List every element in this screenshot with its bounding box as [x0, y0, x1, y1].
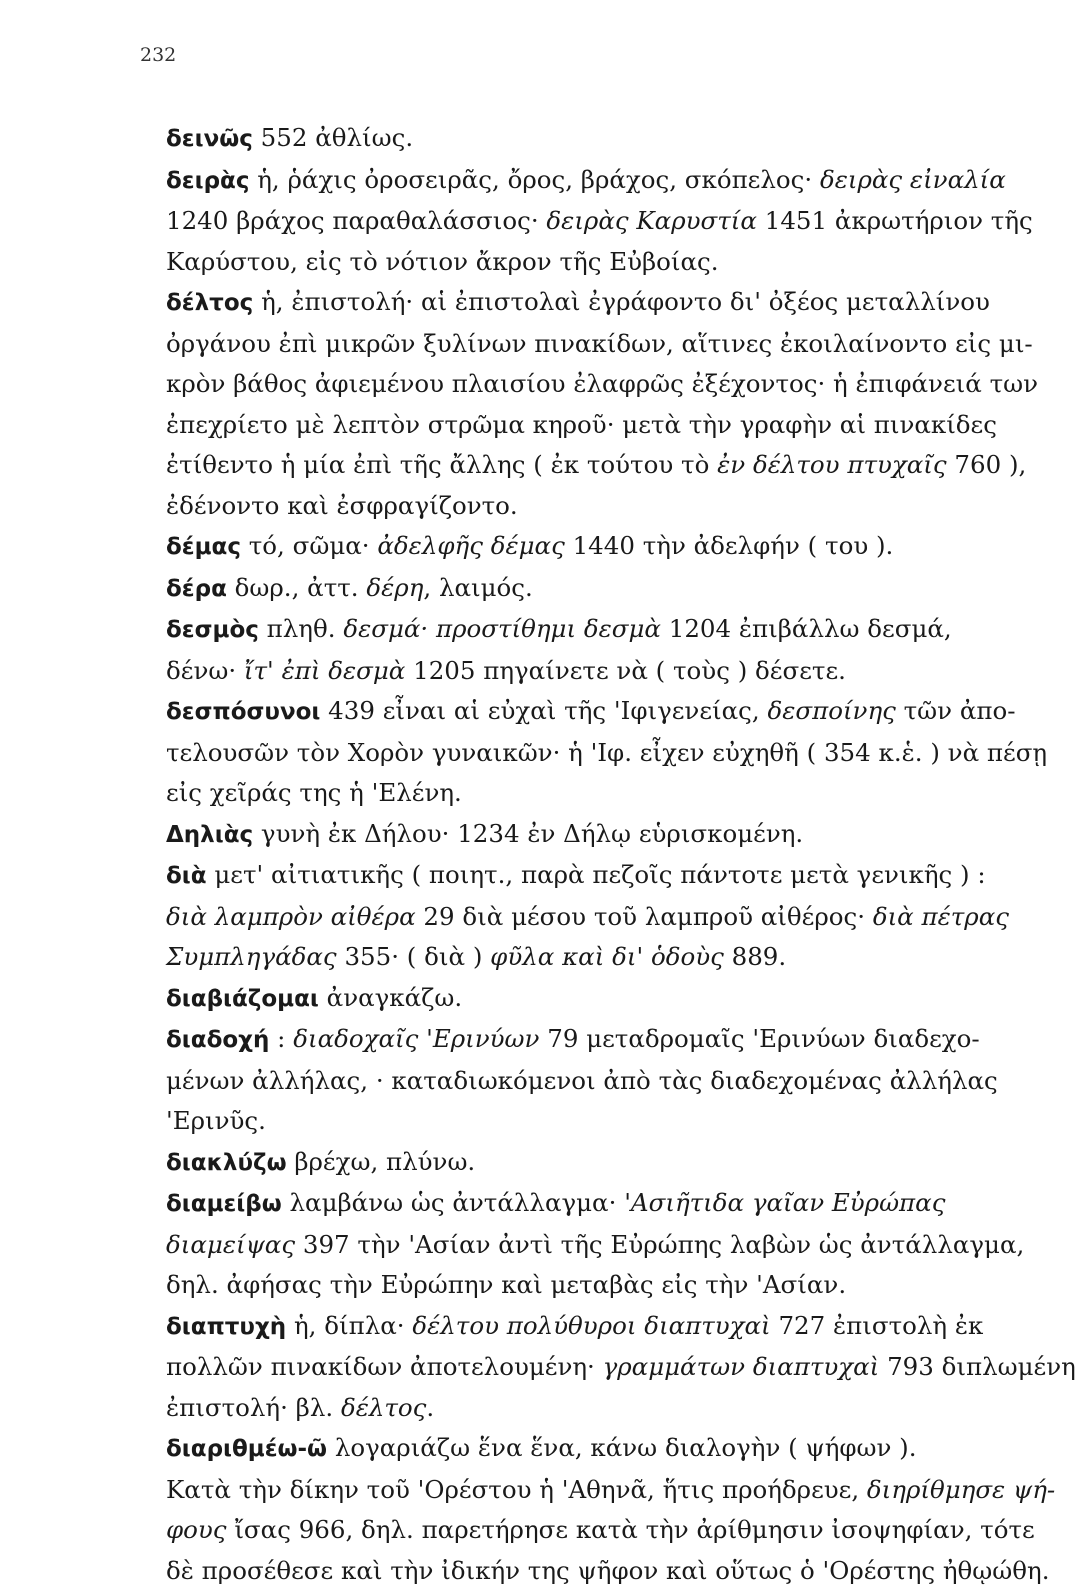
text-line: [166, 568, 988, 610]
text-segment: μένων ἀλλήλας, · καταδιωκόμενοι ἀπὸ τὰς διαδεχομένας ἀλλήλας: [166, 1066, 998, 1095]
text-line: [166, 526, 988, 568]
text-segment: 889.: [724, 942, 786, 971]
text-segment: τό, σῶμα·: [241, 531, 377, 560]
text-segment: 29 διὰ μέσου τοῦ λαμπροῦ αἰθέρος·: [416, 902, 873, 931]
text-line: [166, 1388, 988, 1429]
text-line: [166, 445, 988, 486]
text-line: [166, 814, 988, 856]
text-segment: ἡ, ἐπιστολή· αἱ ἐπιστολαὶ ἐγράφοντο δι' ὀξέος μεταλλίνου: [253, 287, 990, 316]
text-line: [166, 1019, 988, 1061]
quoted-phrase: δεσποίνης: [767, 696, 895, 725]
text-segment: ἴσας 966, δηλ. παρετήρησε κατὰ τὴν ἀρίθμησιν ἰσοψηφίαν, τότε: [227, 1515, 1035, 1544]
text-line: [166, 1183, 988, 1225]
text-segment: ἡ, ῥάχις ὀροσειρᾶς, ὄρος, βράχος, σκόπελος·: [249, 165, 820, 194]
quoted-phrase: ἴτ' ἐπὶ δεσμὰ: [244, 656, 405, 685]
headword: διὰ: [166, 863, 207, 889]
text-segment: 793 διπλωμένη: [879, 1352, 1076, 1381]
headword: διαριθμέω-ῶ: [166, 1436, 327, 1462]
text-line: [166, 324, 988, 365]
headword: δειρὰς: [166, 168, 249, 194]
text-segment: βρέχω, πλύνω.: [287, 1147, 476, 1176]
quoted-phrase: δειρὰς Καρυστία: [546, 206, 757, 235]
text-line: [166, 1225, 988, 1266]
quoted-phrase: διηρίθμησε ψή-: [867, 1475, 1055, 1504]
text-segment: μετ' αἰτιατικῆς ( ποιητ., παρὰ πεζοῖς πάντοτε μετὰ γενικῆς ) :: [207, 860, 986, 889]
text-segment: 439 εἶναι αἱ εὐχαὶ τῆς 'Ιφιγενείας,: [320, 696, 767, 725]
quoted-phrase: διαμείψας: [166, 1230, 295, 1259]
text-segment: :: [269, 1024, 293, 1053]
text-segment: πληθ.: [259, 614, 343, 643]
text-segment: τελουσῶν τὸν Χορὸν γυναικῶν· ἡ 'Ιφ. εἶχεν εὐχηθῆ ( 354 κ.ἑ. ) νὰ πέσῃ: [166, 738, 1047, 767]
text-line: [166, 282, 988, 324]
text-segment: ἐπεχρίετο μὲ λεπτὸν στρῶμα κηροῦ· μετὰ τὴν γραφὴν αἱ πινακίδες: [166, 410, 997, 439]
text-line: [166, 978, 988, 1020]
text-segment: 1205 πηγαίνετε νὰ ( τοὺς ) δέσετε.: [405, 656, 846, 685]
text-segment: τῶν ἀπο-: [896, 696, 1016, 725]
text-segment: 760 ),: [947, 450, 1027, 479]
text-segment: 79 μεταδρομαῖς 'Ερινύων διαδεχο-: [539, 1024, 979, 1053]
quoted-phrase: δέλτος: [341, 1393, 426, 1422]
headword: διαβιάζομαι: [166, 986, 319, 1012]
text-segment: ἐδένοντο καὶ ἐσφραγίζοντο.: [166, 491, 518, 520]
headword: διαμείβω: [166, 1191, 282, 1217]
quoted-phrase: διὰ λαμπρὸν αἰθέρα: [166, 902, 416, 931]
text-line: [166, 486, 988, 527]
text-segment: , λαιμός.: [423, 573, 532, 602]
quoted-phrase: ἐν δέλτου πτυχαῖς: [717, 450, 947, 479]
quoted-phrase: φους: [166, 1515, 227, 1544]
text-line: [166, 405, 988, 446]
text-line: [166, 1428, 988, 1470]
text-segment: 1440 τὴν ἀδελφήν ( του ).: [565, 531, 894, 560]
text-line: [166, 1101, 988, 1142]
quoted-phrase: δεσμά· προστίθημι δεσμὰ: [343, 614, 661, 643]
text-segment: γυνὴ ἐκ Δήλου· 1234 ἐν Δήλῳ εὑρισκομένη.: [253, 819, 803, 848]
text-segment: 'Ερινῦς.: [166, 1106, 266, 1135]
text-segment: Κατὰ τὴν δίκην τοῦ 'Ορέστου ἡ 'Αθηνᾶ, ἥτις προήδρευε,: [166, 1475, 867, 1504]
quoted-phrase: 'Ασιῆτιδα γαῖαν Εὐρώπας: [624, 1188, 945, 1217]
text-segment: 397 τὴν 'Ασίαν ἀντὶ τῆς Εὐρώπης λαβὼν ὡς ἀντάλλαγμα,: [295, 1230, 1024, 1259]
text-line: [166, 1306, 988, 1348]
text-segment: 1451 ἀκρωτήριον τῆς: [757, 206, 1033, 235]
text-line: [166, 160, 988, 202]
quoted-phrase: ἀδελφῆς δέμας: [377, 531, 564, 560]
text-segment: δὲ προσέθεσε καὶ τὴν ἰδικήν της ψῆφον καὶ οὕτως ὁ 'Ορέστης ἠθῳώθη.: [166, 1556, 1049, 1585]
quoted-phrase: δέλτου πολύθυροι διαπτυχαὶ: [412, 1311, 770, 1340]
text-line: [166, 609, 988, 651]
quoted-phrase: διαδοχαῖς 'Ερινύων: [293, 1024, 539, 1053]
text-segment: 1240 βράχος παραθαλάσσιος·: [166, 206, 546, 235]
glossary-entries: [166, 118, 988, 1591]
headword: διαδοχή: [166, 1027, 269, 1053]
text-segment: ἡ, δίπλα·: [286, 1311, 412, 1340]
text-segment: ἐπιστολή· βλ.: [166, 1393, 341, 1422]
headword: δεινῶς: [166, 126, 253, 152]
quoted-phrase: διὰ πέτρας: [873, 902, 1009, 931]
text-segment: λαμβάνω ὡς ἀντάλλαγμα·: [282, 1188, 624, 1217]
text-line: [166, 1265, 988, 1306]
text-segment: εἰς χεῖράς της ἡ 'Ελένη.: [166, 778, 462, 807]
text-line: [166, 651, 988, 692]
text-segment: 355· ( διὰ ): [337, 942, 491, 971]
text-line: [166, 118, 988, 160]
text-line: [166, 1510, 988, 1551]
text-segment: 1204 ἐπιβάλλω δεσμά,: [661, 614, 952, 643]
quoted-phrase: Συμπληγάδας: [166, 942, 337, 971]
text-segment: .: [426, 1393, 434, 1422]
headword: διακλύζω: [166, 1150, 287, 1176]
headword: δέμας: [166, 534, 241, 560]
quoted-phrase: δέρη: [366, 573, 423, 602]
text-line: [166, 897, 988, 938]
text-line: [166, 364, 988, 405]
text-segment: δηλ. ἀφήσας τὴν Εὐρώπην καὶ μεταβὰς εἰς τὴν 'Ασίαν.: [166, 1270, 846, 1299]
text-segment: 552 ἀθλίως.: [253, 123, 413, 152]
text-segment: 727 ἐπιστολὴ ἐκ: [771, 1311, 984, 1340]
text-line: [166, 1347, 988, 1388]
text-line: [166, 691, 988, 733]
text-line: [166, 773, 988, 814]
text-segment: ἀναγκάζω.: [319, 983, 462, 1012]
text-line: [166, 242, 988, 283]
text-segment: δωρ., ἀττ.: [227, 573, 367, 602]
headword: δέλτος: [166, 290, 253, 316]
text-line: [166, 733, 988, 774]
text-line: [166, 201, 988, 242]
text-segment: ὀργάνου ἐπὶ μικρῶν ξυλίνων πινακίδων, αἵτινες ἐκοιλαίνοντο εἰς μι-: [166, 329, 1033, 358]
headword: δεσπόσυνοι: [166, 699, 320, 725]
quoted-phrase: φῦλα καὶ δι' ὁδοὺς: [490, 942, 724, 971]
headword: Δηλιὰς: [166, 822, 253, 848]
text-segment: δένω·: [166, 656, 244, 685]
text-segment: λογαριάζω ἕνα ἕνα, κάνω διαλογὴν ( ψήφων ).: [327, 1433, 916, 1462]
headword: δέρα: [166, 576, 227, 602]
quoted-phrase: δειρὰς εἰναλία: [820, 165, 1006, 194]
text-segment: ἐτίθεντο ἡ μία ἐπὶ τῆς ἄλλης ( ἐκ τούτου τὸ: [166, 450, 717, 479]
text-line: [166, 855, 988, 897]
quoted-phrase: γραμμάτων διαπτυχαὶ: [603, 1352, 880, 1381]
text-line: [166, 1061, 988, 1102]
text-line: [166, 1551, 988, 1591]
headword: δεσμὸς: [166, 617, 259, 643]
headword: διαπτυχὴ: [166, 1314, 286, 1340]
text-segment: κρὸν βάθος ἀφιεμένου πλαισίου ἐλαφρῶς ἐξέχοντος· ἡ ἐπιφάνειά των: [166, 369, 1038, 398]
text-segment: πολλῶν πινακίδων ἀποτελουμένη·: [166, 1352, 603, 1381]
text-line: [166, 1142, 988, 1184]
page-number: 232: [140, 44, 176, 66]
text-line: [166, 1470, 988, 1511]
text-segment: Καρύστου, εἰς τὸ νότιον ἄκρον τῆς Εὐβοίας.: [166, 247, 719, 276]
text-line: [166, 937, 988, 978]
